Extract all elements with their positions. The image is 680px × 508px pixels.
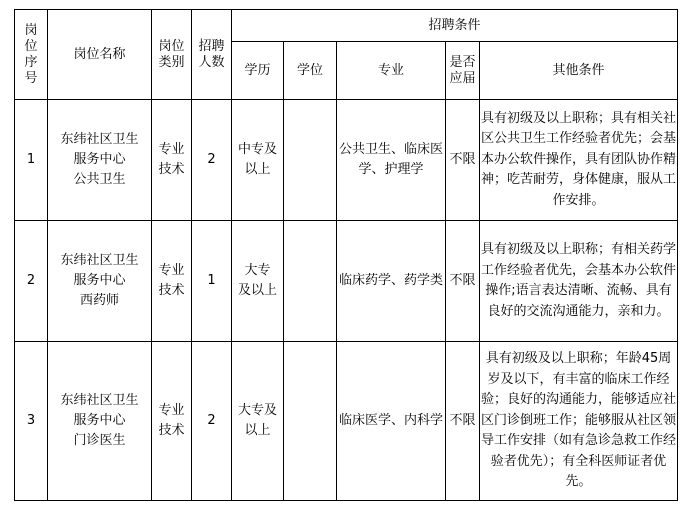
header-category: 岗位 类别 bbox=[152, 10, 192, 100]
recruitment-table bbox=[14, 9, 678, 501]
cell-seq: 1 bbox=[15, 100, 48, 221]
header-major: 专业 bbox=[337, 42, 446, 100]
table-row bbox=[15, 221, 678, 342]
cell-post-name: 东纬社区卫生 服务中心 西药师 bbox=[48, 221, 152, 342]
cell-post-name: 东纬社区卫生 服务中心 门诊医生 bbox=[48, 342, 152, 501]
header-degree: 学位 bbox=[284, 42, 337, 100]
header-seq: 岗 位 序 号 bbox=[15, 10, 48, 100]
cell-count: 2 bbox=[192, 100, 232, 221]
cell-fresh-grad: 不限 bbox=[446, 342, 480, 501]
cell-fresh-grad: 不限 bbox=[446, 221, 480, 342]
cell-degree bbox=[284, 221, 337, 342]
cell-category: 专业 技术 bbox=[152, 100, 192, 221]
cell-post-name: 东纬社区卫生 服务中心 公共卫生 bbox=[48, 100, 152, 221]
cell-major: 临床医学、内科学 bbox=[337, 342, 446, 501]
cell-fresh-grad: 不限 bbox=[446, 100, 480, 221]
cell-degree bbox=[284, 100, 337, 221]
cell-major: 临床药学、药学类 bbox=[337, 221, 446, 342]
cell-count: 1 bbox=[192, 221, 232, 342]
cell-other: 具有初级及以上职称；有相关药学工作经验者优先，会基本办公软件操作;语言表达清晰、流畅、具有良好的交流沟通能力，亲和力。 bbox=[480, 221, 678, 342]
cell-seq: 2 bbox=[15, 221, 48, 342]
header-conditions: 招聘条件 bbox=[232, 10, 678, 42]
header-count: 招聘 人数 bbox=[192, 10, 232, 100]
header-other: 其他条件 bbox=[480, 42, 678, 100]
header-fresh-grad: 是否 应届 bbox=[446, 42, 480, 100]
cell-other: 具有初级及以上职称；具有相关社区公共卫生工作经验者优先；会基本办公软件操作，具有团队协作精神；吃苦耐劳，身体健康，服从工作安排。 bbox=[480, 100, 678, 221]
table-row bbox=[15, 100, 678, 221]
cell-seq: 3 bbox=[15, 342, 48, 501]
header-education: 学历 bbox=[232, 42, 284, 100]
cell-education: 大专及 以上 bbox=[232, 342, 284, 501]
cell-major: 公共卫生、临床医学、护理学 bbox=[337, 100, 446, 221]
cell-degree bbox=[284, 342, 337, 501]
cell-count: 2 bbox=[192, 342, 232, 501]
header-post-name: 岗位名称 bbox=[48, 10, 152, 100]
cell-other: 具有初级及以上职称；年龄45周岁及以下，有丰富的临床工作经验；良好的沟通能力，能够适应社区门诊倒班工作；能够服从社区领导工作安排（如有急诊急救工作经验者优先）；有全科医师证者优先。 bbox=[480, 342, 678, 501]
cell-education: 大专 及以上 bbox=[232, 221, 284, 342]
cell-category: 专业 技术 bbox=[152, 342, 192, 501]
cell-education: 中专及 以上 bbox=[232, 100, 284, 221]
table-row bbox=[15, 342, 678, 501]
cell-category: 专业 技术 bbox=[152, 221, 192, 342]
